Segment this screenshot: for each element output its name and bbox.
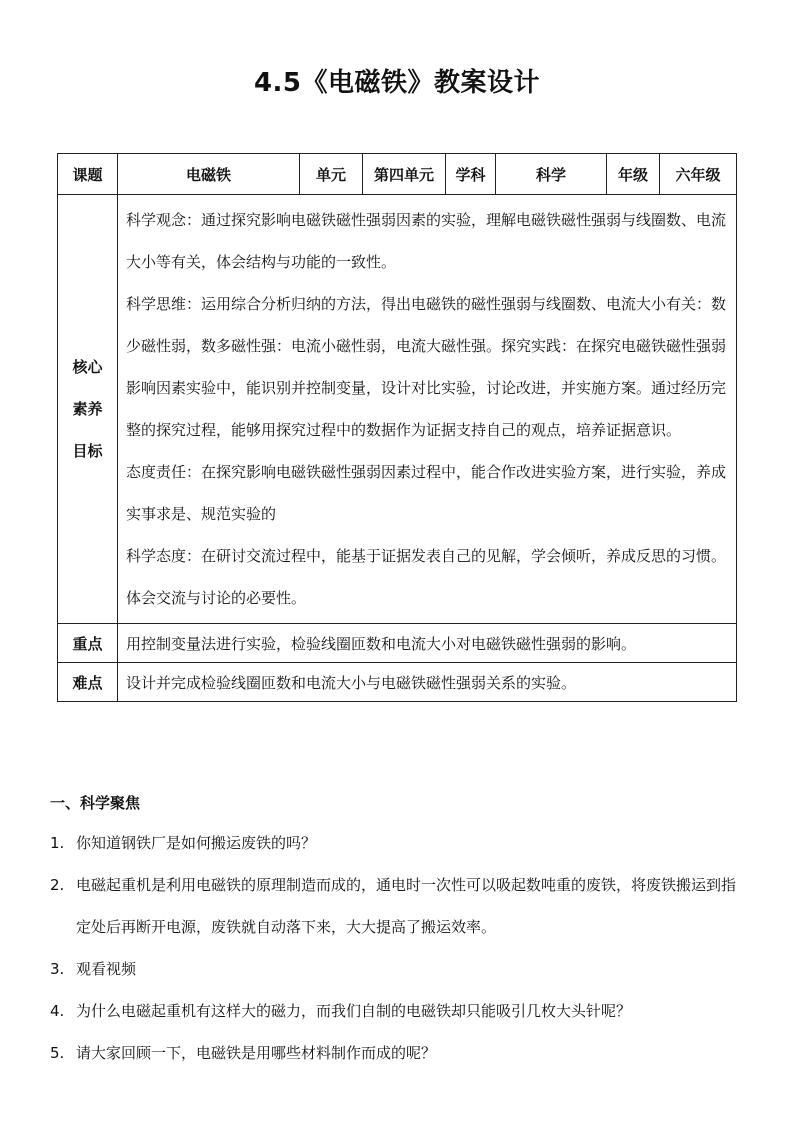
list-item bbox=[50, 1032, 750, 1074]
list-item-number: 5. bbox=[50, 1044, 65, 1062]
list-item-text: 观看视频 bbox=[76, 960, 137, 978]
core-label-line: 核心 bbox=[72, 358, 103, 376]
core-goals-row bbox=[58, 195, 737, 624]
core-label-line: 素养 bbox=[72, 400, 103, 418]
list-item bbox=[50, 822, 750, 864]
core-paragraph-thinking: 科学思维：运用综合分析归纳的方法，得出电磁铁的磁性强弱与线圈数、电流大小有关：数少磁性弱，数多磁性强：电流小磁性弱，电流大磁性强。探究实践：在探究电磁铁磁性强弱影响因素实验中，能识别并控制变量，设计对比实验，讨论改进，并实施方案。通过经历完整的探究过程，能够用探究过程中的数据作为证据支持自己的观点，培养证据意识。 bbox=[126, 295, 727, 439]
core-label-line: 目标 bbox=[72, 442, 103, 460]
topic-label: 课题 bbox=[58, 154, 118, 195]
difficulty-row bbox=[58, 663, 737, 702]
key-point-text: 用控制变量法进行实验，检验线圈匝数和电流大小对电磁铁磁性强弱的影响。 bbox=[118, 624, 737, 663]
difficulty-text: 设计并完成检验线圈匝数和电流大小与电磁铁磁性强弱关系的实验。 bbox=[118, 663, 737, 702]
list-item-number: 2. bbox=[50, 876, 65, 894]
list-item-number: 1. bbox=[50, 834, 65, 852]
key-point-row bbox=[58, 624, 737, 663]
list-item-text: 电磁起重机是利用电磁铁的原理制造而成的，通电时一次性可以吸起数吨重的废铁，将废铁搬运到指定处后再断开电源，废铁就自动落下来，大大提高了搬运效率。 bbox=[76, 876, 737, 936]
section-title: 一、科学聚焦 bbox=[50, 794, 141, 812]
grade-label: 年级 bbox=[607, 154, 660, 195]
list-item bbox=[50, 864, 750, 948]
list-item-text: 为什么电磁起重机有这样大的磁力，而我们自制的电磁铁却只能吸引几枚大头针呢？ bbox=[76, 1002, 632, 1020]
unit-value: 第四单元 bbox=[363, 154, 446, 195]
table-header-row bbox=[58, 154, 737, 195]
list-item bbox=[50, 990, 750, 1032]
core-paragraph-attitude: 科学态度：在研讨交流过程中，能基于证据发表自己的见解，学会倾听，养成反思的习惯。体会交流与讨论的必要性。 bbox=[126, 547, 727, 607]
lesson-info-table bbox=[57, 153, 737, 702]
grade-value: 六年级 bbox=[660, 154, 737, 195]
page-title: 4.5《电磁铁》教案设计 bbox=[253, 68, 541, 98]
list-item bbox=[50, 948, 750, 990]
subject-label: 学科 bbox=[446, 154, 496, 195]
unit-label: 单元 bbox=[300, 154, 363, 195]
core-paragraph-concept: 科学观念：通过探究影响电磁铁磁性强弱因素的实验，理解电磁铁磁性强弱与线圈数、电流大小等有关，体会结构与功能的一致性。 bbox=[126, 211, 727, 271]
key-point-label: 重点 bbox=[58, 624, 118, 663]
list-item-number: 3. bbox=[50, 960, 65, 978]
list-item-text: 请大家回顾一下，电磁铁是用哪些材料制作而成的呢？ bbox=[76, 1044, 437, 1062]
subject-value: 科学 bbox=[496, 154, 607, 195]
list-item-text: 你知道钢铁厂是如何搬运废铁的吗？ bbox=[76, 834, 317, 852]
difficulty-label: 难点 bbox=[58, 663, 118, 702]
core-paragraph-responsibility: 态度责任：在探究影响电磁铁磁性强弱因素过程中，能合作改进实验方案，进行实验，养成实事求是、规范实验的 bbox=[126, 463, 727, 523]
core-goals-label bbox=[58, 195, 118, 624]
list-item-number: 4. bbox=[50, 1002, 65, 1020]
core-goals-content bbox=[118, 195, 737, 624]
topic-value: 电磁铁 bbox=[118, 154, 300, 195]
focus-question-list bbox=[50, 822, 750, 1074]
